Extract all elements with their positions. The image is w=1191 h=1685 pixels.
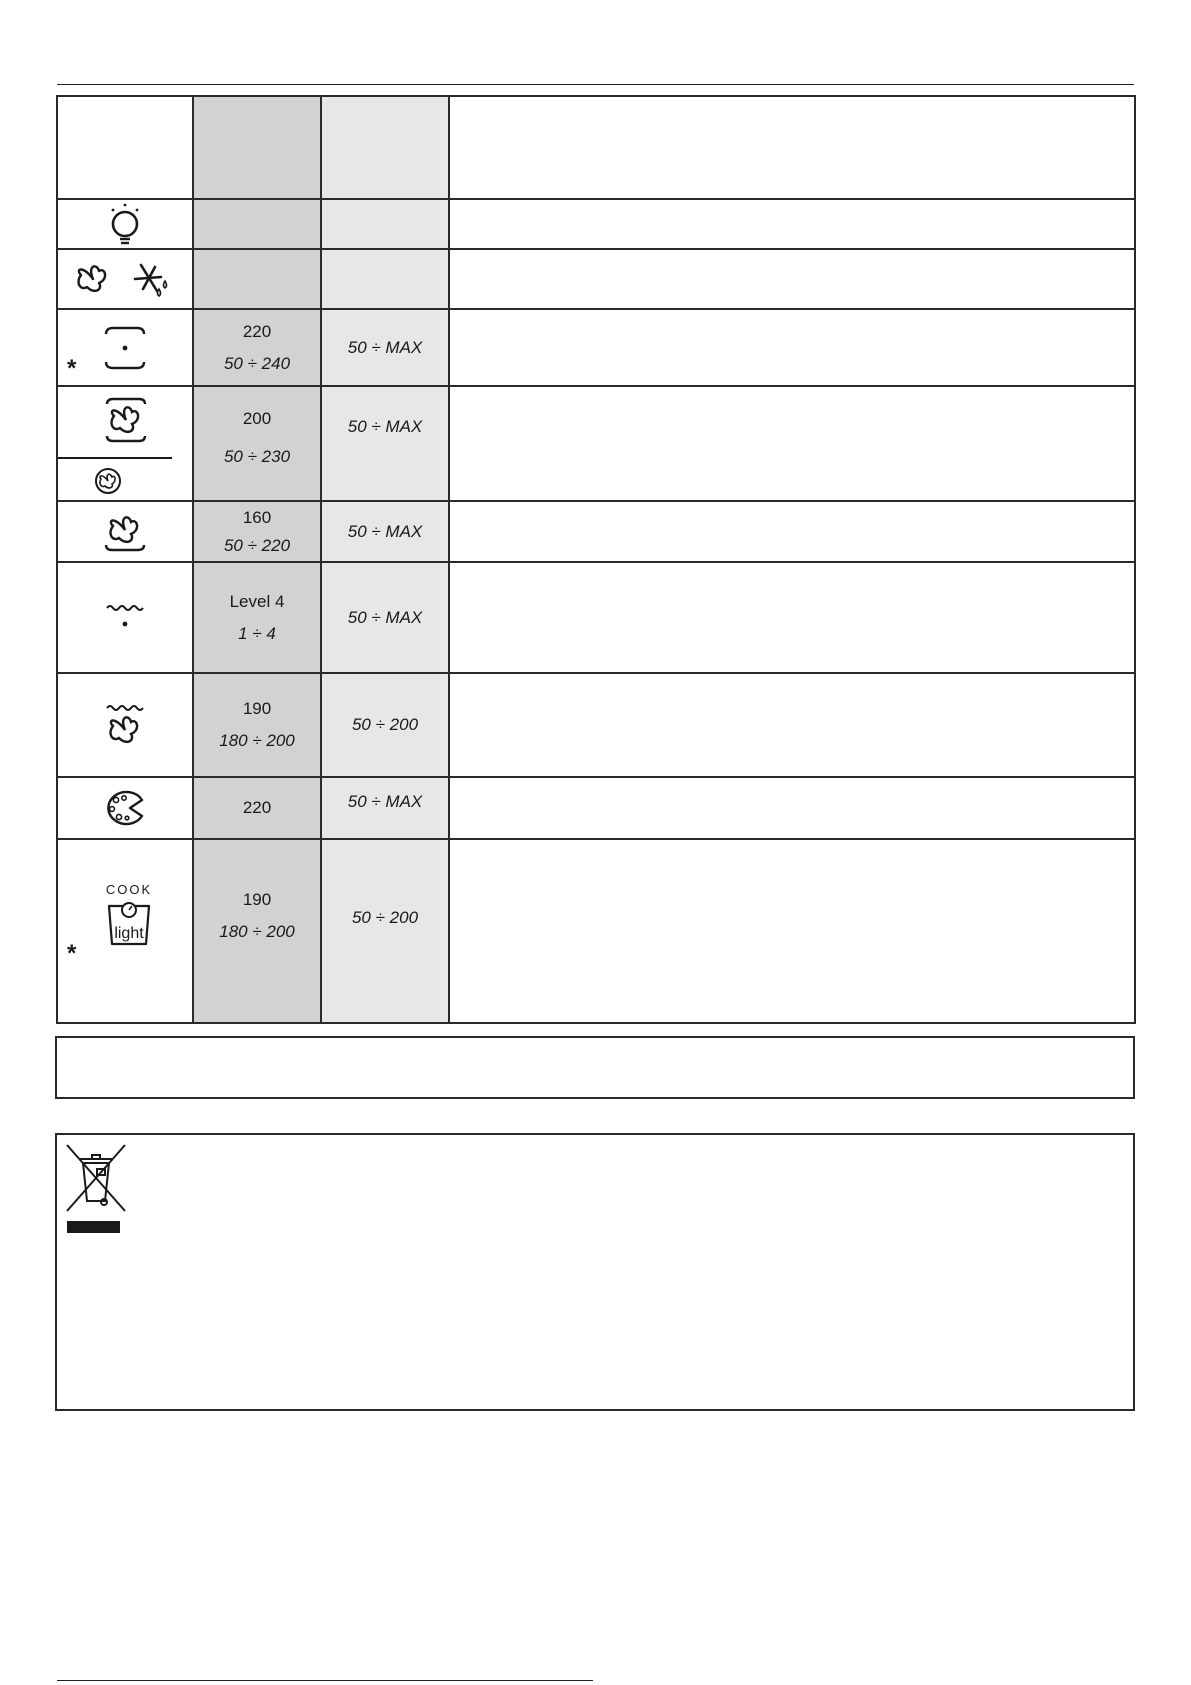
table-row: [57, 501, 1135, 562]
function-icon-cell: [57, 839, 193, 1023]
default-temp-cell: [193, 777, 321, 839]
light-label: light: [114, 925, 144, 942]
table-header-row: [57, 96, 1135, 199]
table-row: [57, 309, 1135, 386]
adjust-range-cell: [321, 96, 449, 199]
adjust-range: 50 ÷ MAX: [347, 792, 423, 811]
default-temp-cell: [193, 386, 321, 501]
table-row: [57, 562, 1135, 673]
temperature-range: 1 ÷ 4: [238, 623, 276, 643]
description-cell: [449, 777, 1135, 839]
temperature-range: 50 ÷ 230: [223, 447, 291, 466]
description-cell: [449, 309, 1135, 386]
default-temp-cell: [193, 309, 321, 386]
adjust-range-cell: [321, 562, 449, 673]
adjust-range: 50 ÷ 200: [351, 908, 419, 927]
fan-heat-icon: [104, 395, 148, 445]
adjust-range: 50 ÷ MAX: [347, 417, 423, 436]
adjust-range-cell: [321, 777, 449, 839]
default-temperature: 220: [242, 321, 272, 341]
fan-circle-icon: [94, 467, 122, 495]
default-temperature: 190: [242, 890, 272, 909]
default-temperature: 160: [242, 507, 272, 527]
adjust-range-cell: [321, 199, 449, 249]
weee-bar: [67, 1221, 120, 1233]
icon-divider: [58, 457, 172, 459]
oven-lamp-icon: [105, 202, 145, 246]
function-icon-cell: [57, 673, 193, 777]
adjust-range-cell: [321, 839, 449, 1023]
description-cell: [449, 199, 1135, 249]
function-icon-cell: [57, 96, 193, 199]
adjust-range-cell: [321, 386, 449, 501]
grill-icon: [103, 600, 147, 636]
fan-bottom-heat-icon: [103, 510, 147, 554]
description-cell: [449, 96, 1135, 199]
footnote-asterisk: *: [67, 355, 77, 382]
function-icon-cell: [57, 562, 193, 673]
adjust-range-cell: [321, 673, 449, 777]
table-row: [57, 249, 1135, 309]
adjust-range-cell: [321, 249, 449, 309]
cook-label: COOK: [105, 882, 153, 897]
description-cell: [449, 839, 1135, 1023]
default-temperature: 200: [242, 409, 272, 428]
footnote-asterisk: *: [67, 940, 77, 967]
note-box: [55, 1036, 1135, 1099]
description-cell: [449, 501, 1135, 562]
temperature-range: 50 ÷ 220: [223, 535, 291, 555]
default-temp-cell: [193, 96, 321, 199]
default-temp-cell: [193, 839, 321, 1023]
cook-light-icon: [99, 882, 159, 948]
table-row: [57, 777, 1135, 839]
crossed-out-bin-icon: [63, 1141, 129, 1215]
adjust-range-cell: [321, 501, 449, 562]
default-temperature: 220: [242, 798, 272, 817]
header-rule: [57, 84, 1134, 85]
default-temperature: 190: [242, 699, 272, 718]
function-icon-cell: [57, 199, 193, 249]
table-row: [57, 199, 1135, 249]
adjust-range: 50 ÷ 200: [351, 715, 419, 734]
function-icon-cell: [57, 777, 193, 839]
table-row: [57, 839, 1135, 1023]
fan-grill-icon: [103, 702, 147, 748]
table-row: [57, 386, 1135, 501]
temperature-range: 50 ÷ 240: [223, 353, 291, 373]
function-icon-cell: [57, 386, 193, 501]
table-row: [57, 673, 1135, 777]
description-cell: [449, 562, 1135, 673]
weee-disposal-box: [55, 1133, 1135, 1411]
pizza-icon: [102, 788, 148, 828]
adjust-range: 50 ÷ MAX: [347, 521, 423, 541]
footer-rule: [57, 1680, 593, 1681]
adjust-range-cell: [321, 309, 449, 386]
oven-functions-table: [56, 95, 1136, 1024]
default-temp-cell: [193, 501, 321, 562]
function-icon-cell: [57, 309, 193, 386]
description-cell: [449, 249, 1135, 309]
description-cell: [449, 386, 1135, 501]
adjust-range: 50 ÷ MAX: [347, 607, 423, 627]
default-temperature: Level 4: [229, 591, 285, 611]
adjust-range: 50 ÷ MAX: [347, 337, 423, 357]
default-temp-cell: [193, 199, 321, 249]
function-icon-cell: [57, 249, 193, 309]
fan-defrost-icon: [73, 259, 177, 299]
function-icon-cell: [57, 501, 193, 562]
default-temp-cell: [193, 562, 321, 673]
default-temp-cell: [193, 249, 321, 309]
description-cell: [449, 673, 1135, 777]
default-temp-cell: [193, 673, 321, 777]
top-bottom-heat-icon: [103, 324, 147, 372]
temperature-range: 180 ÷ 200: [219, 922, 295, 941]
temperature-range: 180 ÷ 200: [219, 731, 295, 750]
